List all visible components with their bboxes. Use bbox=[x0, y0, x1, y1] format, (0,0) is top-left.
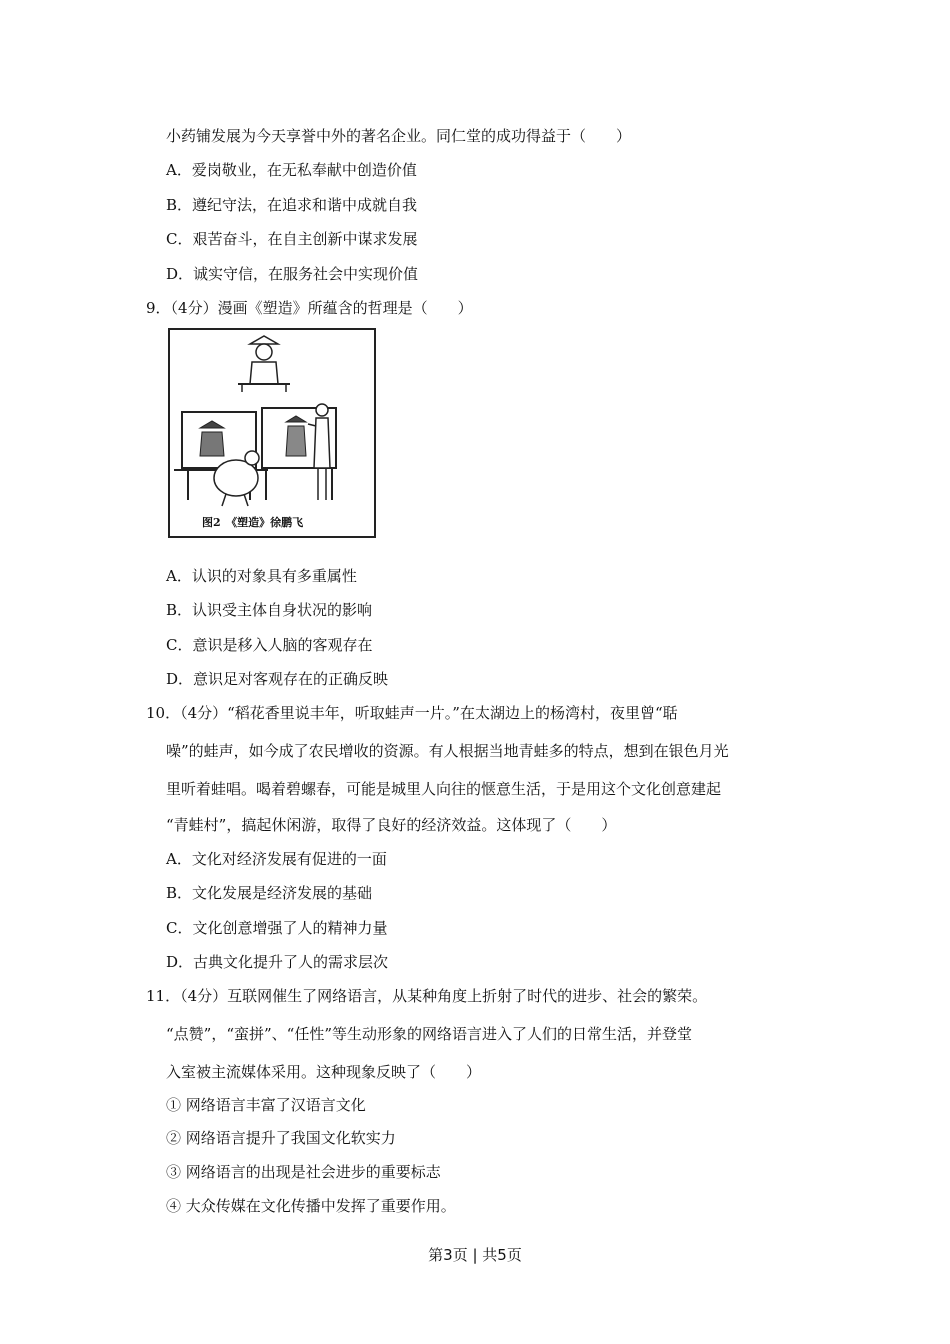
q9-stem: 9．（4分）漫画《塑造》所蕴含的哲理是（ ） bbox=[146, 299, 473, 317]
cartoon-figure bbox=[168, 328, 376, 538]
q8-option-c: C．艰苦奋斗，在自主创新中谋求发展 bbox=[166, 230, 418, 248]
q10-stem-line-2: 噪”的蛙声，如今成了农民增收的资源。有人根据当地青蛙多的特点，想到在银色月光 bbox=[166, 742, 729, 760]
q10-stem-line-3: 里听着蛙唱。喝着碧螺春，可能是城里人向往的惬意生活，于是用这个文化创意建起 bbox=[166, 780, 722, 798]
q11-option-2: ② 网络语言提升了我国文化软实力 bbox=[166, 1129, 396, 1147]
q8-option-a: A．爱岗敬业，在无私奉献中创造价值 bbox=[166, 161, 417, 179]
cartoon-illustration bbox=[168, 328, 376, 538]
page-footer: 第3页 | 共5页 bbox=[428, 1246, 522, 1264]
q10-stem-line-4: “青蛙村”，搞起休闲游，取得了良好的经济效益。这体现了（ ） bbox=[166, 816, 617, 834]
q9-option-b: B．认识受主体自身状况的影响 bbox=[166, 601, 373, 619]
q9-option-c: C．意识是移入人脑的客观存在 bbox=[166, 636, 373, 654]
q8-stem-tail: 小药铺发展为今天享誉中外的著名企业。同仁堂的成功得益于（ ） bbox=[166, 127, 632, 145]
q8-option-d: D．诚实守信，在服务社会中实现价值 bbox=[166, 265, 419, 283]
q10-option-d: D．古典文化提升了人的需求层次 bbox=[166, 953, 389, 971]
q9-option-a: A．认识的对象具有多重属性 bbox=[166, 567, 357, 585]
q10-option-a: A．文化对经济发展有促进的一面 bbox=[166, 850, 387, 868]
q10-option-b: B．文化发展是经济发展的基础 bbox=[166, 884, 373, 902]
q11-stem-line-2: “点赞”，“蛮拼”、“任性”等生动形象的网络语言进入了人们的日常生活，并登堂 bbox=[166, 1025, 693, 1043]
q9-option-d: D．意识足对客观存在的正确反映 bbox=[166, 670, 389, 688]
q11-stem-line-3: 入室被主流媒体采用。这种现象反映了（ ） bbox=[166, 1063, 482, 1081]
q11-option-1: ① 网络语言丰富了汉语言文化 bbox=[166, 1096, 366, 1114]
q11-option-3: ③ 网络语言的出现是社会进步的重要标志 bbox=[166, 1163, 441, 1181]
q10-option-c: C．文化创意增强了人的精神力量 bbox=[166, 919, 388, 937]
q11-stem-line-1: 11．（4分）互联网催生了网络语言，从某种角度上折射了时代的进步、社会的繁荣。 bbox=[146, 987, 708, 1005]
q8-option-b: B．遵纪守法，在追求和谐中成就自我 bbox=[166, 196, 418, 214]
figure-caption: 图2 《塑造》徐鹏飞 bbox=[202, 516, 304, 529]
q10-stem-line-1: 10．（4分）“稻花香里说丰年，听取蛙声一片。”在太湖边上的杨湾村，夜里曾“聒 bbox=[146, 704, 678, 722]
q11-option-4: ④ 大众传媒在文化传播中发挥了重要作用。 bbox=[166, 1197, 456, 1215]
